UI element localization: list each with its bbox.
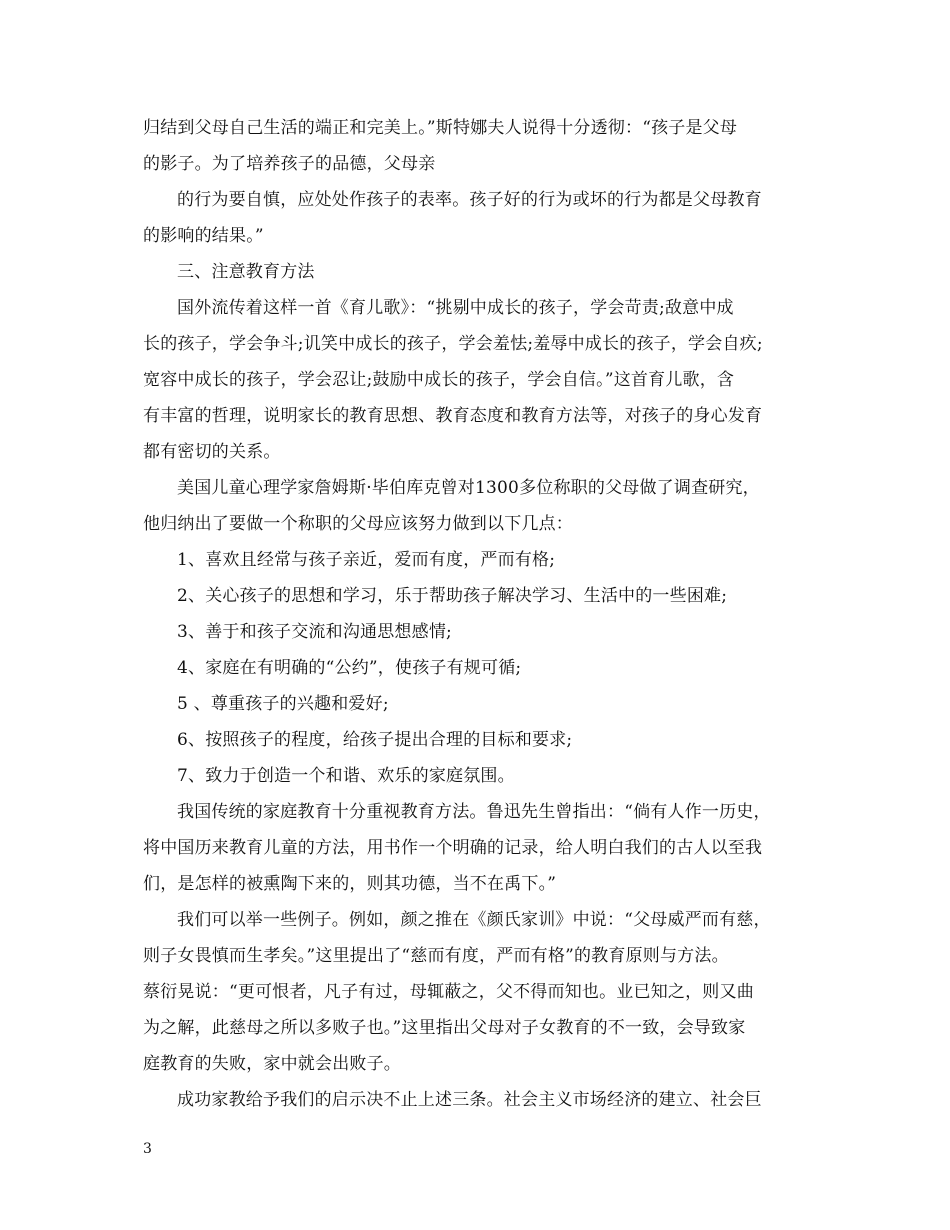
list-item: 6、按照孩子的程度，给孩子提出合理的目标和要求;: [177, 730, 573, 750]
text-line: 都有密切的关系。: [143, 442, 281, 462]
text-line: 庭教育的失败，家中就会出败子。: [143, 1054, 401, 1074]
text-line: 国外流传着这样一首《育儿歌》：“挑剔中成长的孩子，学会苛责;敌意中成: [177, 298, 734, 318]
text-line: 为之解，此慈母之所以多败子也。”这里指出父母对子女教育的不一致，会导致家: [143, 1018, 746, 1038]
text-line: 蔡衍晃说：“更可恨者，凡子有过，母辄蔽之，父不得而知也。业已知之，则又曲: [143, 982, 754, 1002]
text-line: 的影响的结果。”: [143, 226, 264, 246]
text-line: 将中国历来教育儿童的方法，用书作一个明确的记录，给人明白我们的古人以至我: [143, 838, 763, 858]
list-item: 2、关心孩子的思想和学习，乐于帮助孩子解决学习、生活中的一些困难;: [177, 586, 728, 606]
list-item: 1、喜欢且经常与孩子亲近，爱而有度，严而有格;: [177, 550, 556, 570]
text-line: 宽容中成长的孩子，学会忍让;鼓励中成长的孩子，学会自信。”这首育儿歌，含: [143, 370, 735, 390]
page-number: 3: [143, 1141, 152, 1157]
list-item: 4、家庭在有明确的“公约”，使孩子有规可循;: [177, 658, 522, 678]
text-line: 他归纳出了要做一个称职的父母应该努力做到以下几点：: [143, 514, 573, 534]
text-line: 有丰富的哲理，说明家长的教育思想、教育态度和教育方法等，对孩子的身心发育: [143, 406, 763, 426]
section-heading: 三、注意教育方法: [177, 262, 315, 282]
text-line: 美国儿童心理学家詹姆斯·毕伯库克曾对1300多位称职的父母做了调查研究，: [177, 478, 760, 498]
text-line: 我国传统的家庭教育十分重视教育方法。鲁迅先生曾指出：“倘有人作一历史，: [177, 802, 771, 822]
text-line: 长的孩子，学会争斗;讥笑中成长的孩子，学会羞怯;羞辱中成长的孩子，学会自疚;: [143, 334, 763, 354]
text-line: 成功家教给予我们的启示决不止上述三条。社会主义市场经济的建立、社会巨: [177, 1090, 762, 1110]
text-line: 们，是怎样的被熏陶下来的，则其功德，当不在禹下。”: [143, 874, 557, 894]
list-item: 5 、尊重孩子的兴趣和爱好;: [177, 694, 389, 714]
text-line: 的行为要自慎，应处处作孩子的表率。孩子好的行为或坏的行为都是父母教育: [177, 190, 762, 210]
text-line: 我们可以举一些例子。例如，颜之推在《颜氏家训》中说：“父母威严而有慈，: [177, 910, 771, 930]
list-item: 7、致力于创造一个和谐、欢乐的家庭氛围。: [177, 766, 515, 786]
text-line: 则子女畏慎而生孝矣。”这里提出了“慈而有度，严而有格”的教育原则与方法。: [143, 946, 729, 966]
text-line: 的影子。为了培养孩子的品德，父母亲: [143, 154, 436, 174]
list-item: 3、善于和孩子交流和沟通思想感情;: [177, 622, 452, 642]
text-line: 归结到父母自己生活的端正和完美上。”斯特娜夫人说得十分透彻：“孩子是父母: [143, 118, 738, 138]
